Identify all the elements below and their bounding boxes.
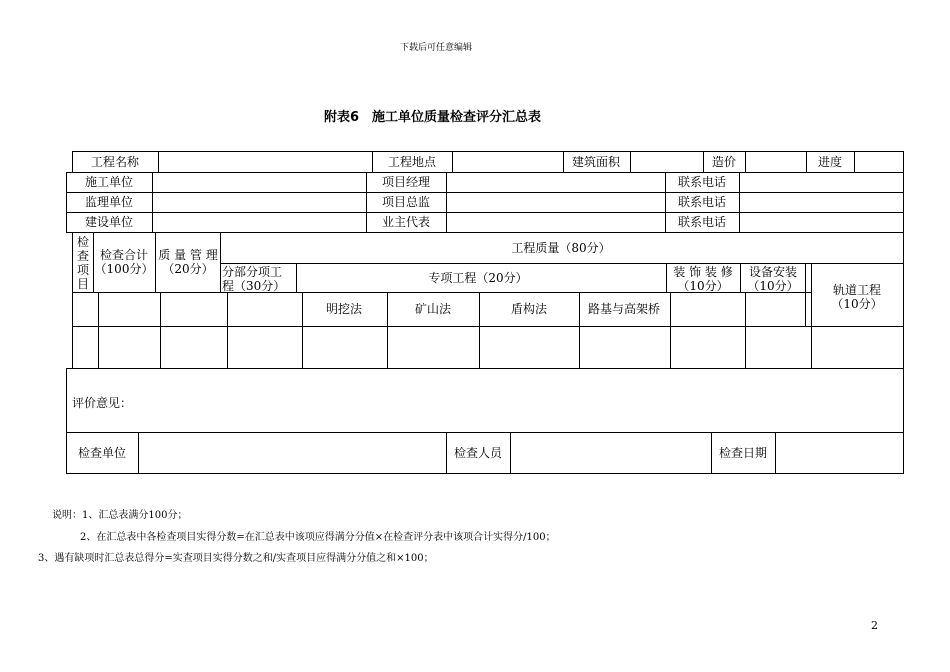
special-project-header: 专项工程（20分） (428, 271, 528, 285)
check-unit-label: 检查单位 (77, 446, 127, 460)
equipment-header: 设备安装 （10分） (747, 265, 799, 293)
contact-phone-label: 联系电话 (677, 215, 727, 229)
chief-supervisor-label: 项目总监 (381, 195, 431, 209)
contact-phone-label: 联系电话 (677, 175, 727, 189)
owner-unit-label: 建设单位 (84, 215, 134, 229)
method-subgrade-viaduct: 路基与高架桥 (587, 302, 661, 316)
project-location-label: 工程地点 (387, 155, 437, 169)
sub-item-header: 分部分项工 程（30分） (222, 265, 286, 293)
method-mining: 矿山法 (414, 302, 452, 316)
method-shield: 盾构法 (510, 302, 548, 316)
supervision-unit-label: 监理单位 (84, 195, 134, 209)
decoration-header: 装 饰 装 修 （10分） (673, 265, 733, 293)
inspector-label: 检查人员 (453, 446, 503, 460)
note-2: 2、在汇总表中各检查项目实得分数=在汇总表中该项应得满分分值×在检查评分表中该项合计实得分/100； (80, 532, 556, 543)
project-manager-label: 项目经理 (381, 175, 431, 189)
note-3: 3、遇有缺项时汇总表总得分=实查项目实得分数之和/实查项目应得满分分值之和×100； (38, 553, 434, 564)
progress-label: 进度 (817, 155, 843, 169)
page-number: 2 (871, 619, 878, 632)
method-open-cut: 明挖法 (325, 302, 363, 316)
building-area-label: 建筑面积 (571, 155, 621, 169)
note-1: 说明：1、汇总表满分100分； (52, 510, 188, 521)
check-item-header: 检 查 项 目 (76, 235, 89, 291)
construction-unit-label: 施工单位 (84, 175, 134, 189)
cost-label: 造价 (711, 155, 737, 169)
check-date-label: 检查日期 (718, 446, 768, 460)
quality-management-header: 质 量 管 理 （20分） (158, 248, 218, 276)
project-quality-header: 工程质量（80分） (511, 241, 611, 255)
rail-header: 轨道工程 （10分） (831, 283, 883, 311)
contact-phone-label: 联系电话 (677, 195, 727, 209)
project-name-label: 工程名称 (90, 155, 140, 169)
page-title: 附表6 施工单位质量检查评分汇总表 (324, 110, 542, 125)
header-note: 下载后可任意编辑 (400, 43, 473, 53)
evaluation-label: 评价意见： (72, 396, 133, 410)
owner-representative-label: 业主代表 (381, 215, 431, 229)
check-total-header: 检查合计 （100分） (94, 248, 154, 276)
